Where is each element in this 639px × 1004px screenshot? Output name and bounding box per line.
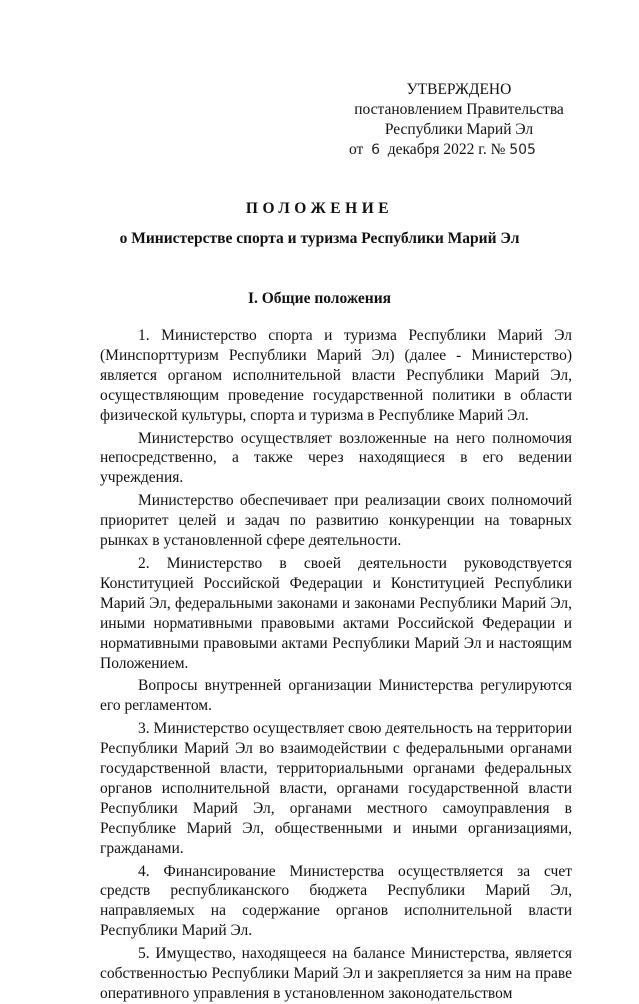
- date-day: 6: [371, 142, 380, 158]
- section-heading: I. Общие положения: [247, 290, 392, 307]
- paragraph: 4. Финансирование Министерства осуществляется за счет средств республиканского бюджета Республики Марий Эл, направляемых на содержание органов исполнительной власти Республики Марий Эл.: [100, 862, 572, 940]
- date-number: 505: [509, 142, 536, 158]
- approval-republic: Республики Марий Эл: [384, 121, 534, 138]
- paragraph: 5. Имущество, находящееся на балансе Министерства, является собственностью Республики Марий Эл и закрепляется за ним на праве оперативного управления в установленном законодательством: [100, 945, 572, 1002]
- approval-stamp: [349, 80, 569, 160]
- document-subtitle: о Министерстве спорта и туризма Республики Марий Эл: [119, 230, 520, 247]
- paragraph: 2. Министерство в своей деятельности руководствуется Конституцией Российской Федерации и Конституцией Республики Марий Эл, федеральными законами и законами Республики Марий Эл, иными нормативными правовыми актами Российской Федерации и нормативными правовыми актами Республики Марий Эл и настоящим Положением.: [100, 554, 572, 672]
- paragraph: Министерство обеспечивает при реализации своих полномочий приоритет целей и задач по развитию конкуренции на товарных рынках в установленной сфере деятельности.: [100, 492, 572, 550]
- paragraph: 3. Министерство осуществляет свою деятельность на территории Республики Марий Эл во взаимодействии с федеральными органами государственной власти, территориальными органами федеральных органов исполнительной власти, органами государственной власти Республики Марий Эл, органами местного самоуправления в Республике Марий Эл, общественными и иными организациями, гражданами.: [100, 720, 572, 857]
- paragraph: 1. Министерство спорта и туризма Республики Марий Эл (Минспорттуризм Республики Марий Эл) (далее - Министерство) является органом исполнительной власти Республики Марий Эл, осуществляющим проведение государственной политики в области физической культуры, спорта и туризма в Республике Марий Эл.: [100, 327, 572, 424]
- approval-date: [349, 140, 569, 160]
- date-rest: декабря 2022 г. №: [387, 141, 506, 158]
- date-prefix: от: [349, 141, 364, 158]
- document-body: [100, 326, 572, 1004]
- document-title: ПОЛОЖЕНИЕ: [245, 200, 394, 217]
- paragraph: Вопросы внутренней организации Министерства регулируются его регламентом.: [100, 677, 572, 715]
- approval-heading: УТВЕРЖДЕНО: [406, 81, 512, 98]
- paragraph: Министерство осуществляет возложенные на него полномочия непосредственно, а также через находящиеся в его ведении учреждения.: [100, 429, 572, 487]
- approval-resolution: постановлением Правительства: [354, 101, 564, 118]
